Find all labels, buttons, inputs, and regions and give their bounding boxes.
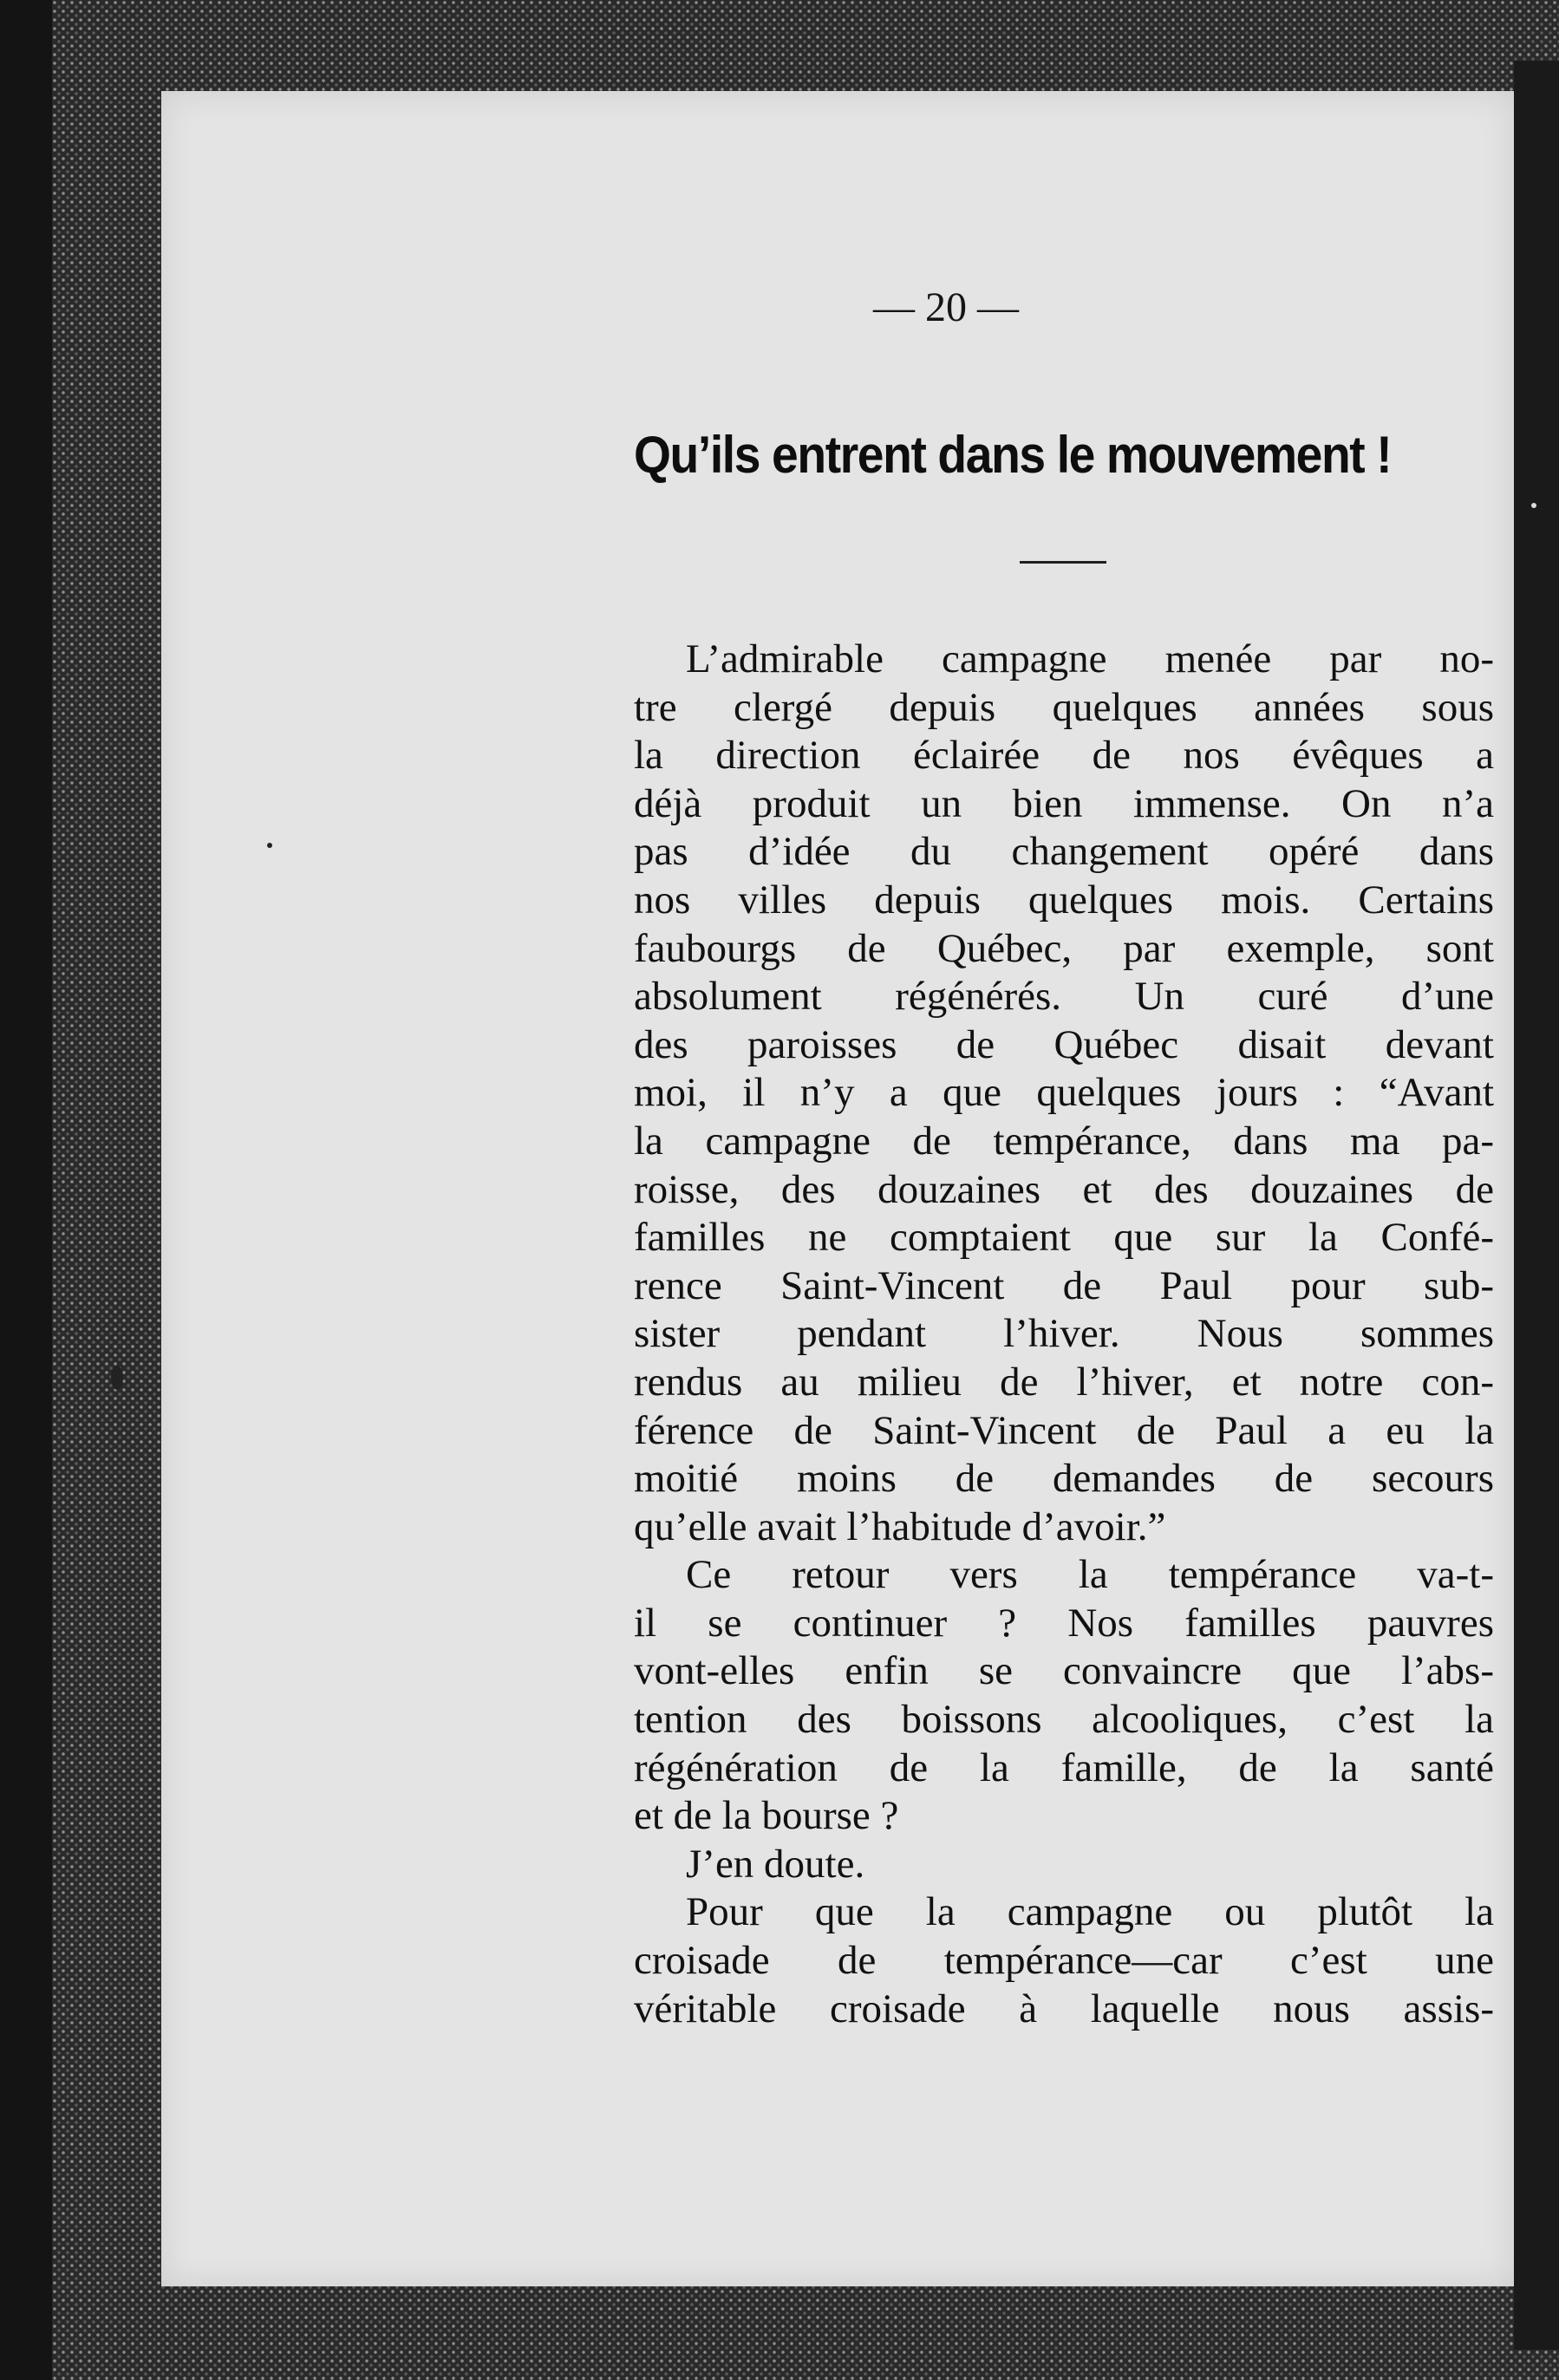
text-line: et de la bourse ? — [634, 1793, 899, 1839]
text-line: roisse, des douzaines et des douzaines de — [634, 1166, 1494, 1212]
text-line: absolument régénérés. Un curé d’une — [634, 974, 1494, 1020]
left-dark-strip — [0, 0, 52, 2380]
text-line: il se continuer ? Nos familles pauvres — [634, 1600, 1494, 1646]
text-line: vont-elles enfin se convaincre que l’abs- — [634, 1648, 1494, 1694]
text-line: Pour que la campagne ou plutôt la — [686, 1889, 1494, 1935]
text-line: des paroisses de Québec disait devant — [634, 1021, 1494, 1067]
text-line: la direction éclairée de nos évêques a — [634, 733, 1494, 779]
body-text — [634, 636, 1494, 2033]
text-line: la campagne de tempérance, dans ma pa- — [634, 1118, 1494, 1164]
text-line: rence Saint-Vincent de Paul pour sub- — [634, 1262, 1494, 1308]
text-line: familles ne comptaient que sur la Confé- — [634, 1215, 1494, 1261]
margin-speck — [267, 843, 272, 848]
text-line: pas d’idée du changement opéré dans — [634, 829, 1494, 875]
text-line: moitié moins de demandes de secours — [634, 1456, 1494, 1502]
text-line: sister pendant l’hiver. Nous sommes — [634, 1311, 1494, 1357]
text-line: croisade de tempérance—car c’est une — [634, 1938, 1494, 1984]
text-line: moi, il n’y a que quelques jours : “Avant — [634, 1070, 1494, 1116]
text-line: faubourgs de Québec, par exemple, sont — [634, 925, 1494, 971]
text-line: véritable croisade à laquelle nous assis- — [634, 1986, 1494, 2031]
right-dark-edge — [1514, 61, 1559, 2350]
text-line: férence de Saint-Vincent de Paul a eu la — [634, 1407, 1494, 1453]
text-line: tention des boissons alcooliques, c’est la — [634, 1697, 1494, 1743]
text-line: L’admirable campagne menée par no- — [686, 636, 1494, 681]
text-line: nos villes depuis quelques mois. Certains — [634, 877, 1494, 923]
book-page — [161, 91, 1514, 2286]
text-line: tre clergé depuis quelques années sous — [634, 684, 1494, 730]
section-title: Qu’ils entrent dans le mouvement ! — [634, 426, 1392, 484]
margin-speck — [1531, 503, 1536, 508]
text-line: qu’elle avait l’habitude d’avoir.” — [634, 1503, 1166, 1549]
text-line: rendus au milieu de l’hiver, et notre con- — [634, 1359, 1494, 1405]
title-divider — [1020, 561, 1106, 564]
text-line: J’en doute. — [686, 1841, 865, 1887]
text-line: déjà produit un bien immense. On n’a — [634, 780, 1494, 826]
text-line: régénération de la famille, de la santé — [634, 1744, 1494, 1790]
page-number: — 20 — — [873, 284, 1019, 330]
margin-speck — [111, 1366, 123, 1390]
text-line: Ce retour vers la tempérance va-t- — [686, 1552, 1494, 1598]
